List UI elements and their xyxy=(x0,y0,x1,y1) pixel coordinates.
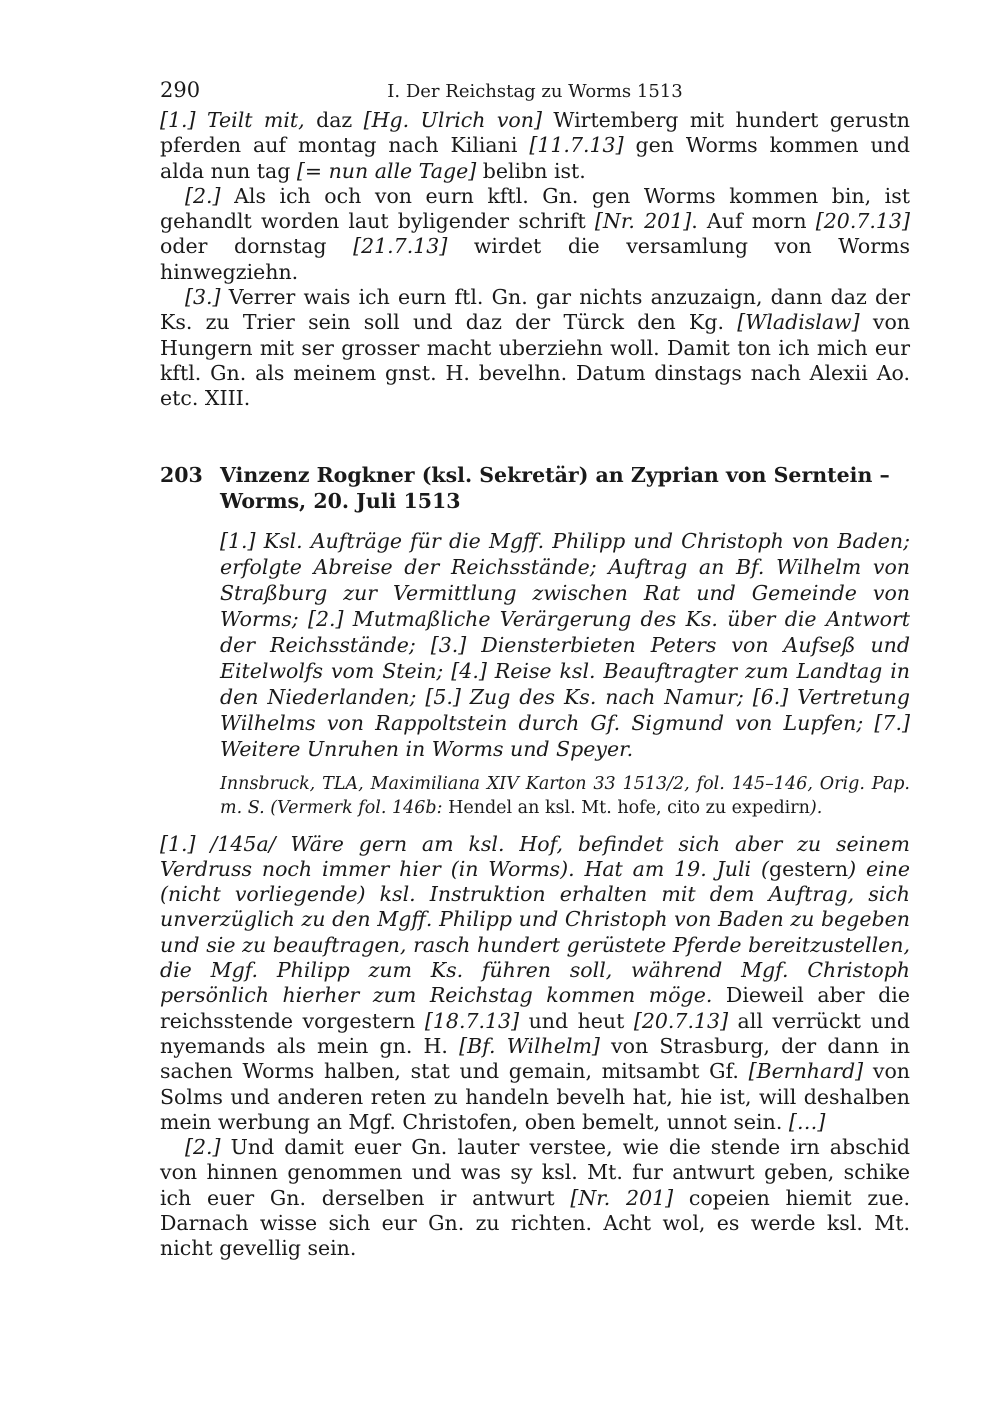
page xyxy=(160,78,910,1262)
section-marker: [3.] xyxy=(185,285,221,310)
document-number: 203 xyxy=(160,462,203,487)
body-paragraph-1: [1.] /145a/ Wäre gern am ksl. Hof, befindet sich aber zu seinem Verdruss noch immer hier (in Worms). Hat am 19. Juli (gestern) eine (nicht vorliegende) ksl. Instruktion erhalten mit dem Auftrag, sich unverzüglich zu den Mgff. Philipp und Christoph von Baden zu begeben und sie zu beauftragen, rasch hundert gerüstete Pferde bereitzustellen, die Mgf. Philipp zum Ks. führen soll, während Mgf. Christoph persönlich hierher zum Reichstag kommen möge. Dieweil aber die reichsstende vorgestern [18.7.13] und heut [20.7.13] all verrückt und nyemands als mein gn. H. [Bf. Wilhelm] von Strasburg, der dann in sachen Worms halben, stat und gemain, mitsambt Gf. [Bernhard] von Solms und anderen reten zu handeln bevelh hat, hie ist, will deshalben mein werbung an Mgf. Christofen, oben bemelt, unnot sein. […] xyxy=(160,831,911,1134)
document-source: Innsbruck, TLA, Maximiliana XIV Karton 33 1513/2, fol. 145–146, Orig. Pap. m. S. (Vermerk fol. 146b: Hendel an ksl. Mt. hofe, cito zu expedirn). xyxy=(220,773,910,818)
section-marker: [2.] xyxy=(185,1135,221,1160)
document-regest: [1.] Ksl. Aufträge für die Mgff. Philipp und Christoph von Baden; erfolgte Abreise der Reichsstände; Auftrag an Bf. Wilhelm von Straßburg zur Vermittlung zwischen Rat und Gemeinde von Worms; [2.] Mutmaßliche Verärgerung des Ks. über die Antwort der Reichsstände; [3.] Diensterbieten Peters von Aufseß und Eitelwolfs vom Stein; [4.] Reise ksl. Beauftragter zum Landtag in den Niederlanden; [5.] Zug des Ks. nach Namur; [6.] Vertretung Wilhelms von Rappoltstein durch Gf. Sigmund von Lupfen; [7.] Weitere Unruhen in Worms und Speyer. xyxy=(220,528,910,761)
continuation-paragraph-2: [2.] Als ich och von eurn kftl. Gn. gen Worms kommen bin, ist gehandlt worden laut byligender schrift [Nr. 201]. Auf morn [20.7.13] oder dornstag [21.7.13] wirdet die versamlung von Worms hinwegziehn. xyxy=(160,183,910,284)
body-paragraph-2: [2.] Und damit euer Gn. lauter verstee, wie die stende irn abschid von hinnen genommen und was sy ksl. Mt. fur antwurt geben, schike ich euer Gn. derselben ir antwurt [Nr. 201] copeien hiemit zue. Darnach wisse sich eur Gn. zu richten. Acht wol, es werde ksl. Mt. nicht gevellig sein. xyxy=(160,1135,910,1261)
section-marker: [1.] Teilt mit, xyxy=(160,108,305,132)
document-title: Vinzenz Rogkner (ksl. Sekretär) an Zyprian von Serntein – Worms, 20. Juli 1513 xyxy=(220,462,890,513)
page-number: 290 xyxy=(160,78,201,102)
document-heading xyxy=(160,462,910,514)
continuation-paragraph-1: [1.] Teilt mit, daz [Hg. Ulrich von] Wirtemberg mit hundert gerustn pferden auf montag nach Kiliani [11.7.13] gen Worms kommen und alda nun tag [= nun alle Tage] belibn ist. xyxy=(160,108,910,183)
running-title: I. Der Reichstag zu Worms 1513 xyxy=(387,81,683,102)
continuation-paragraph-3: [3.] Verrer wais ich eurn ftl. Gn. gar nichts anzuzaign, dann daz der Ks. zu Trier sein soll und daz der Türck den Kg. [Wladislaw] von Hungern mit ser grosser macht uberziehn woll. Damit ton ich mich eur kftl. Gn. als meinem gnst. H. bevelhn. Datum dinstags nach Alexii Ao. etc. XIII. xyxy=(160,285,910,411)
section-marker: [2.] xyxy=(185,183,221,208)
running-head xyxy=(160,78,910,108)
